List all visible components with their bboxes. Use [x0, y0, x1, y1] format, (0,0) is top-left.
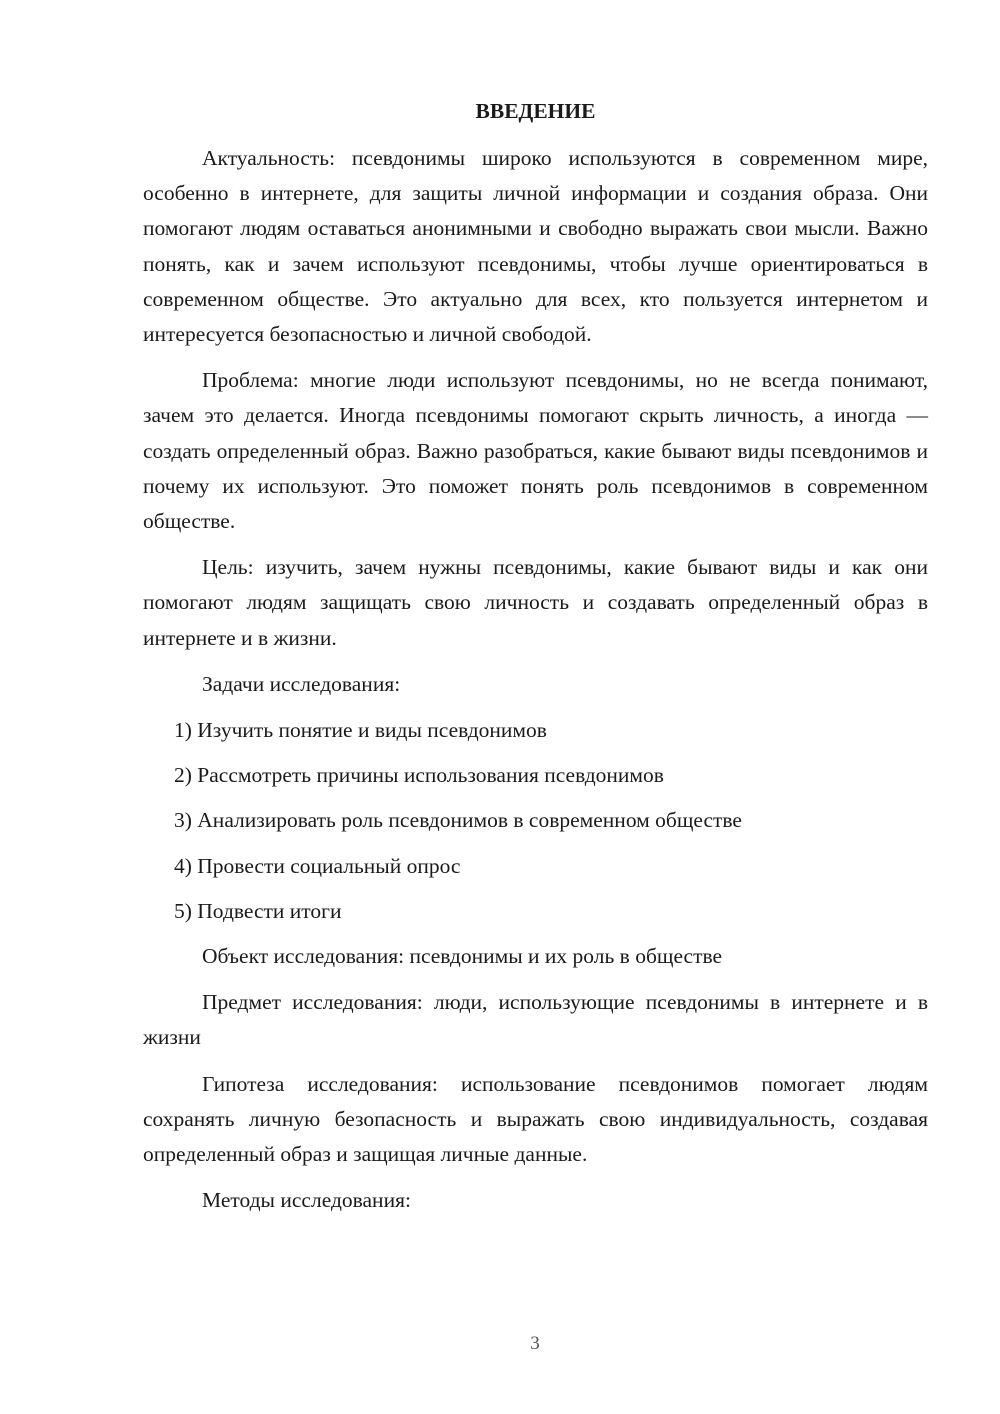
- task-item: 5) Подвести итоги: [174, 898, 342, 923]
- task-item: 3) Анализировать роль псевдонимов в современном обществе: [174, 808, 742, 833]
- methods-heading: Методы исследования:: [202, 1188, 411, 1213]
- subject-paragraph: Предмет исследования: люди, использующие псевдонимы в интернете и в жизни: [143, 990, 928, 1050]
- object-paragraph: Объект исследования: псевдонимы и их роль в обществе: [202, 944, 723, 969]
- page-content: [143, 94, 928, 1229]
- tasks-heading: Задачи исследования:: [202, 671, 401, 696]
- page-title: ВВЕДЕНИЕ: [475, 99, 596, 123]
- page-number: 3: [530, 1333, 540, 1354]
- problem-paragraph: Проблема: многие люди используют псевдонимы, но не всегда понимают, зачем это делается. Иногда псевдонимы помогают скрыть личность, а иногда — создать определенный образ. Важно разобраться, какие бывают виды псевдонимов и почему их используют. Это поможет понять роль псевдонимов в современном обществе.: [143, 368, 928, 534]
- hypothesis-paragraph: Гипотеза исследования: использование псевдонимов помогает людям сохранять личную безопасность и выражать свою индивидуальность, создавая определенный образ и защищая личные данные.: [143, 1071, 928, 1167]
- task-item: 4) Провести социальный опрос: [174, 853, 461, 878]
- tasks-list: [143, 713, 928, 929]
- goal-paragraph: Цель: изучить, зачем нужны псевдонимы, какие бывают виды и как они помогают людям защищать свою личность и создавать определенный образ в интернете и в жизни.: [143, 555, 928, 650]
- task-item: 1) Изучить понятие и виды псевдонимов: [174, 718, 547, 743]
- relevance-paragraph: Актуальность: псевдонимы широко используются в современном мире, особенно в интернете, для защиты личной информации и создания образа. Они помогают людям оставаться анонимными и свободно выражать свои мысли. Важно понять, как и зачем используют псевдонимы, чтобы лучше ориентироваться в современном обществе. Это актуально для всех, кто пользуется интернетом и интересуется безопасностью и личной свободой.: [143, 146, 928, 347]
- task-item: 2) Рассмотреть причины использования псевдонимов: [174, 763, 664, 788]
